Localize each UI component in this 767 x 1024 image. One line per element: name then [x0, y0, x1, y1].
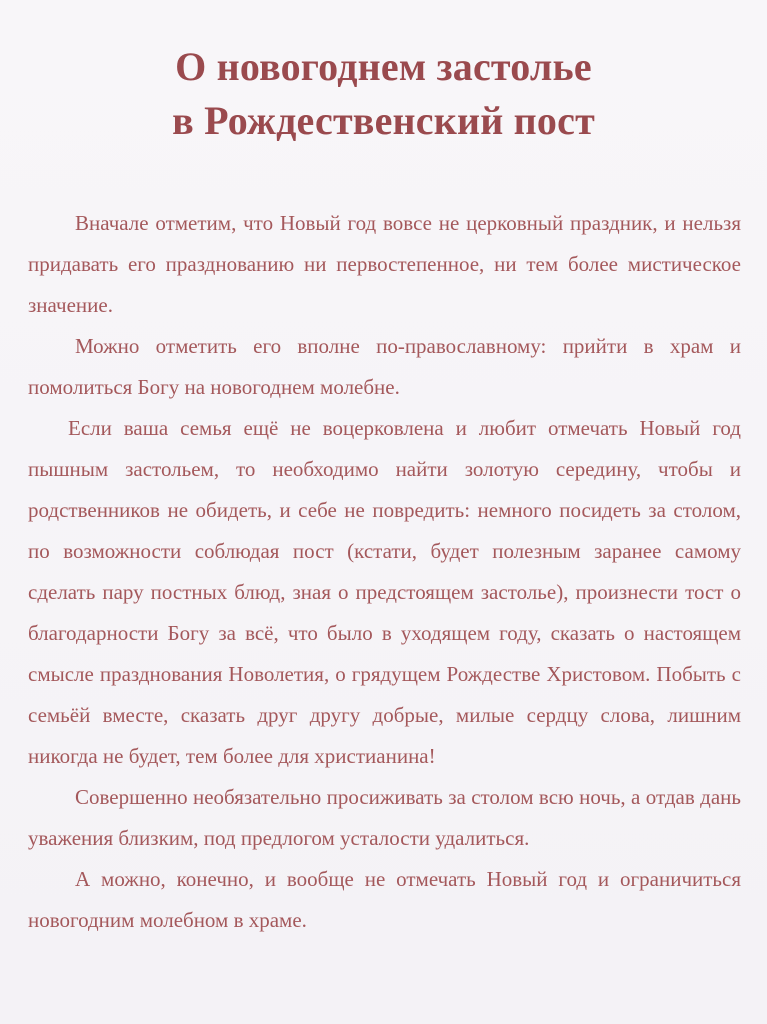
paragraph-1: Вначале отметим, что Новый год вовсе не церковный праздник, и нельзя придавать его празднованию ни первостепенное, ни тем более мистическое значение.	[28, 211, 741, 317]
title-line-2: в Рождественский пост	[172, 98, 595, 143]
title-line-1: О новогоднем застолье	[175, 44, 592, 89]
paragraph-3: Если ваша семья ещё не воцерковлена и любит отмечать Новый год пышным застольем, то необходимо найти золотую середину, чтобы и родственников не обидеть, и себе не повредить: немного посидеть за столом, по возможности соблюдая пост (кстати, будет полезным заранее самому сделать пару постных блюд, зная о предстоящем застолье), произнести тост о благодарности Богу за всё, что было в уходящем году, сказать о настоящем смысле празднования Новолетия, о грядущем Рождестве Христовом. Побыть с семьёй вместе, сказать друг другу добрые, милые сердцу слова, лишним никогда не будет, тем более для христианина!	[28, 416, 741, 768]
article-body	[28, 203, 741, 941]
paragraph-2: Можно отметить его вполне по-православному: прийти в храм и помолиться Богу на новогоднем молебне.	[28, 334, 741, 399]
paragraph-5: А можно, конечно, и вообще не отмечать Новый год и ограничиться новогодним молебном в храме.	[28, 867, 741, 932]
paragraph-4: Совершенно необязательно просиживать за столом всю ночь, а отдав дань уважения близким, под предлогом усталости удалиться.	[28, 785, 741, 850]
page-title	[0, 40, 767, 148]
